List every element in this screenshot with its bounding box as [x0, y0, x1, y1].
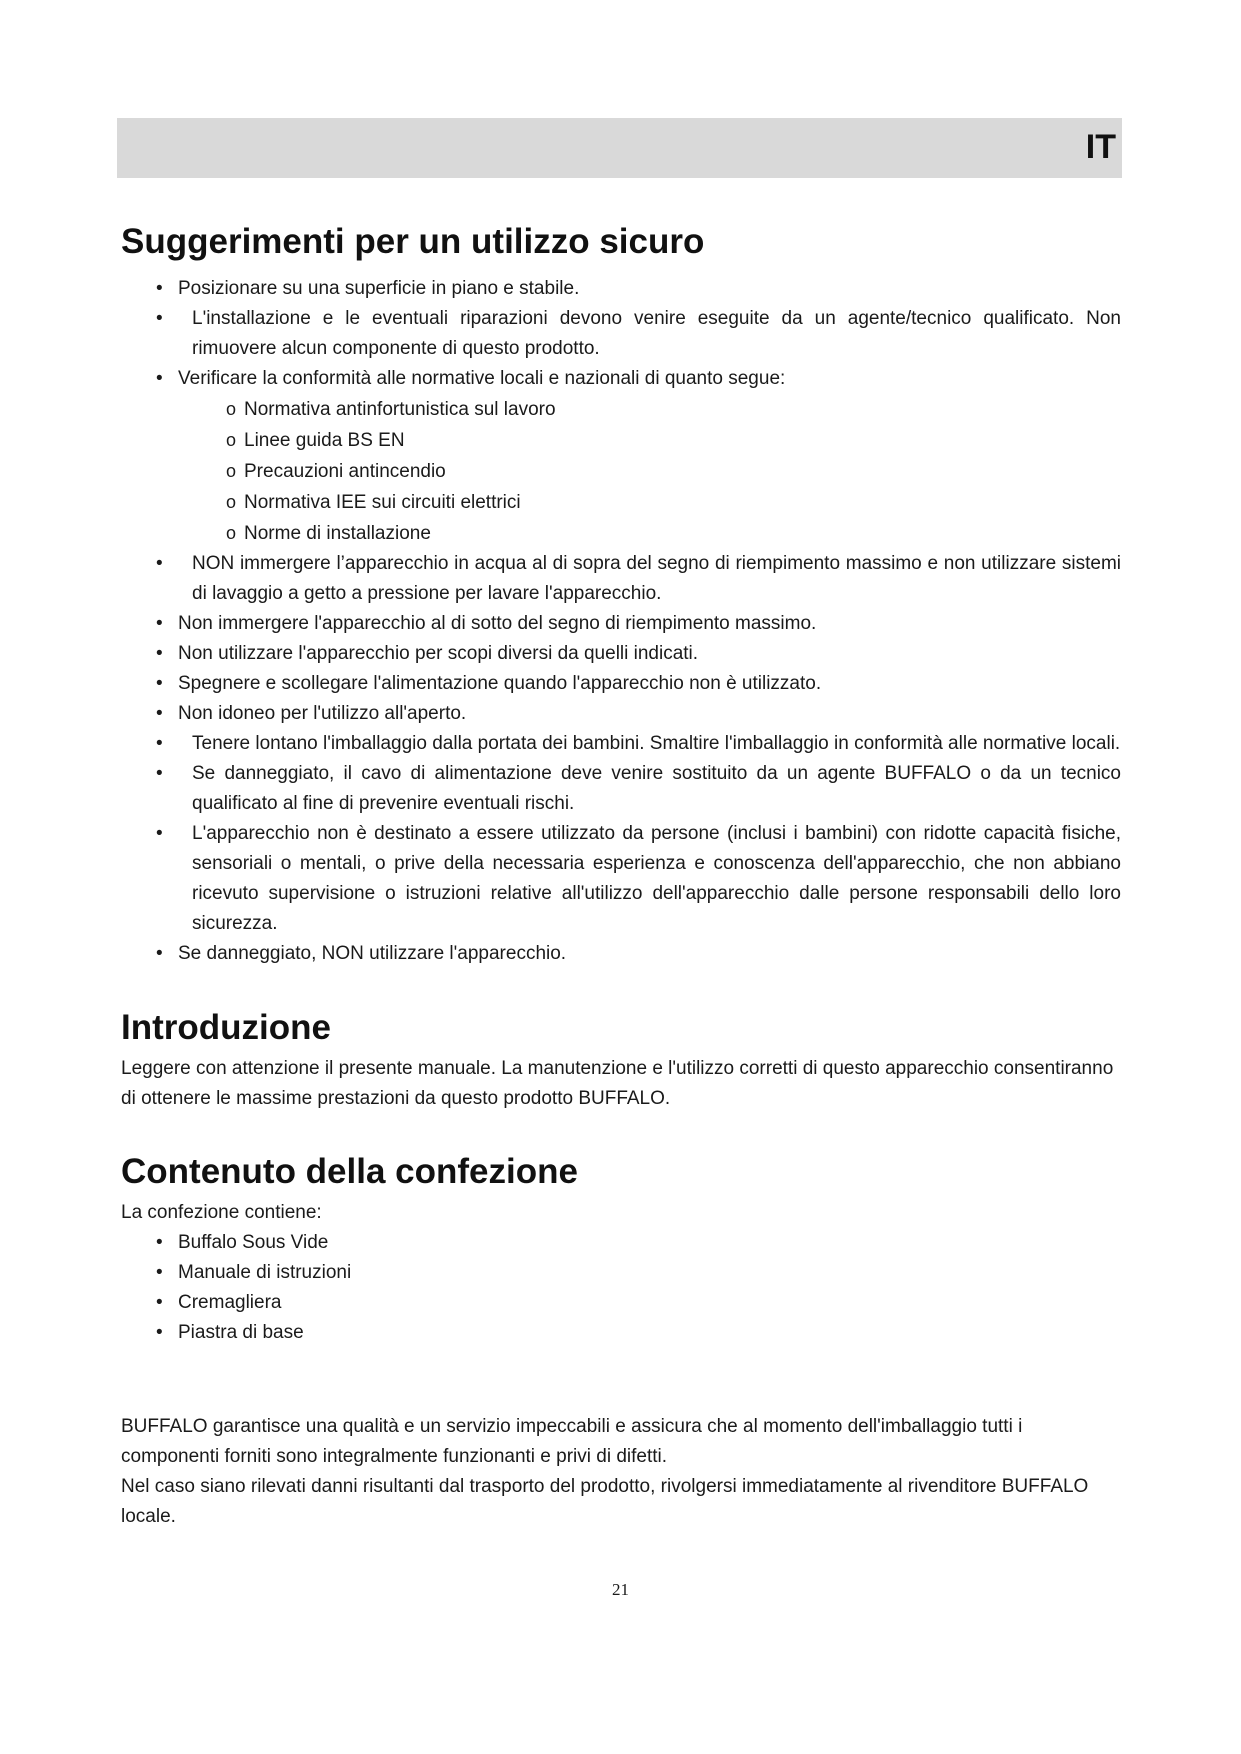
safety-item: [121, 364, 1121, 549]
regulation-item: o Norme di installazione: [121, 518, 1121, 549]
regulation-item: o Normativa IEE sui circuiti elettrici: [121, 487, 1121, 518]
safety-item: • Se danneggiato, il cavo di alimentazione deve venire sostituito da un agente BUFFALO o da un tecnico qualificato al fine di prevenire eventuali rischi.: [121, 759, 1121, 819]
page-number: 21: [612, 1580, 629, 1599]
safety-item: • Spegnere e scollegare l'alimentazione quando l'apparecchio non è utilizzato.: [121, 669, 1121, 699]
contents-item: • Manuale di istruzioni: [121, 1258, 1121, 1288]
safety-item: • Tenere lontano l'imballaggio dalla portata dei bambini. Smaltire l'imballaggio in conformità alle normative locali.: [121, 729, 1121, 759]
safety-item: • Non idoneo per l'utilizzo all'aperto.: [121, 699, 1121, 729]
transport-damage-text: Nel caso siano rilevati danni risultanti dal trasporto del prodotto, rivolgersi immediatamente al rivenditore BUFFALO locale.: [121, 1476, 1089, 1527]
safety-item: • Se danneggiato, NON utilizzare l'apparecchio.: [121, 939, 1121, 969]
contents-lead: La confezione contiene:: [121, 1202, 322, 1223]
guarantee-text: BUFFALO garantisce una qualità e un servizio impeccabili e assicura che al momento dell'imballaggio tutti i componenti forniti sono integralmente funzionanti e privi di difetti.: [121, 1416, 1023, 1467]
contents-item: • Buffalo Sous Vide: [121, 1228, 1121, 1258]
regulation-item: o Linee guida BS EN: [121, 425, 1121, 456]
regulation-sublist: [121, 394, 1121, 549]
safety-item-text: Verificare la conformità alle normative locali e nazionali di quanto segue:: [178, 368, 786, 389]
safety-item: • Posizionare su una superficie in piano e stabile.: [121, 274, 1121, 304]
language-header-bar: [117, 118, 1122, 178]
contents-title: Contenuto della confezione: [121, 1152, 578, 1191]
contents-list: [121, 1228, 1121, 1348]
contents-item: • Cremagliera: [121, 1288, 1121, 1318]
safety-item: • L'apparecchio non è destinato a essere utilizzato da persone (inclusi i bambini) con ridotte capacità fisiche, sensoriali o mentali, o prive della necessaria esperienza e conoscenza dell'apparecchio, che non abbiano ricevuto supervisione o istruzioni relative all'utilizzo dell'apparecchio dalle persone responsabili dello loro sicurezza.: [121, 819, 1121, 939]
intro-text: Leggere con attenzione il presente manuale. La manutenzione e l'utilizzo corretti di questo apparecchio consentiranno di ottenere le massime prestazioni da questo prodotto BUFFALO.: [121, 1058, 1114, 1109]
safety-item: • Non immergere l'apparecchio al di sotto del segno di riempimento massimo.: [121, 609, 1121, 639]
intro-title: Introduzione: [121, 1008, 331, 1047]
contents-item: • Piastra di base: [121, 1318, 1121, 1348]
safety-item: • L'installazione e le eventuali riparazioni devono venire eseguite da un agente/tecnico qualificato. Non rimuovere alcun componente di questo prodotto.: [121, 304, 1121, 364]
regulation-item: o Normativa antinfortunistica sul lavoro: [121, 394, 1121, 425]
page-content: [121, 220, 1121, 1532]
safety-title: Suggerimenti per un utilizzo sicuro: [121, 222, 705, 261]
regulation-item: o Precauzioni antincendio: [121, 456, 1121, 487]
safety-list: [121, 274, 1121, 969]
language-code: IT: [1085, 128, 1116, 166]
safety-item: • Non utilizzare l'apparecchio per scopi diversi da quelli indicati.: [121, 639, 1121, 669]
safety-item: • NON immergere l’apparecchio in acqua al di sopra del segno di riempimento massimo e non utilizzare sistemi di lavaggio a getto a pressione per lavare l'apparecchio.: [121, 549, 1121, 609]
